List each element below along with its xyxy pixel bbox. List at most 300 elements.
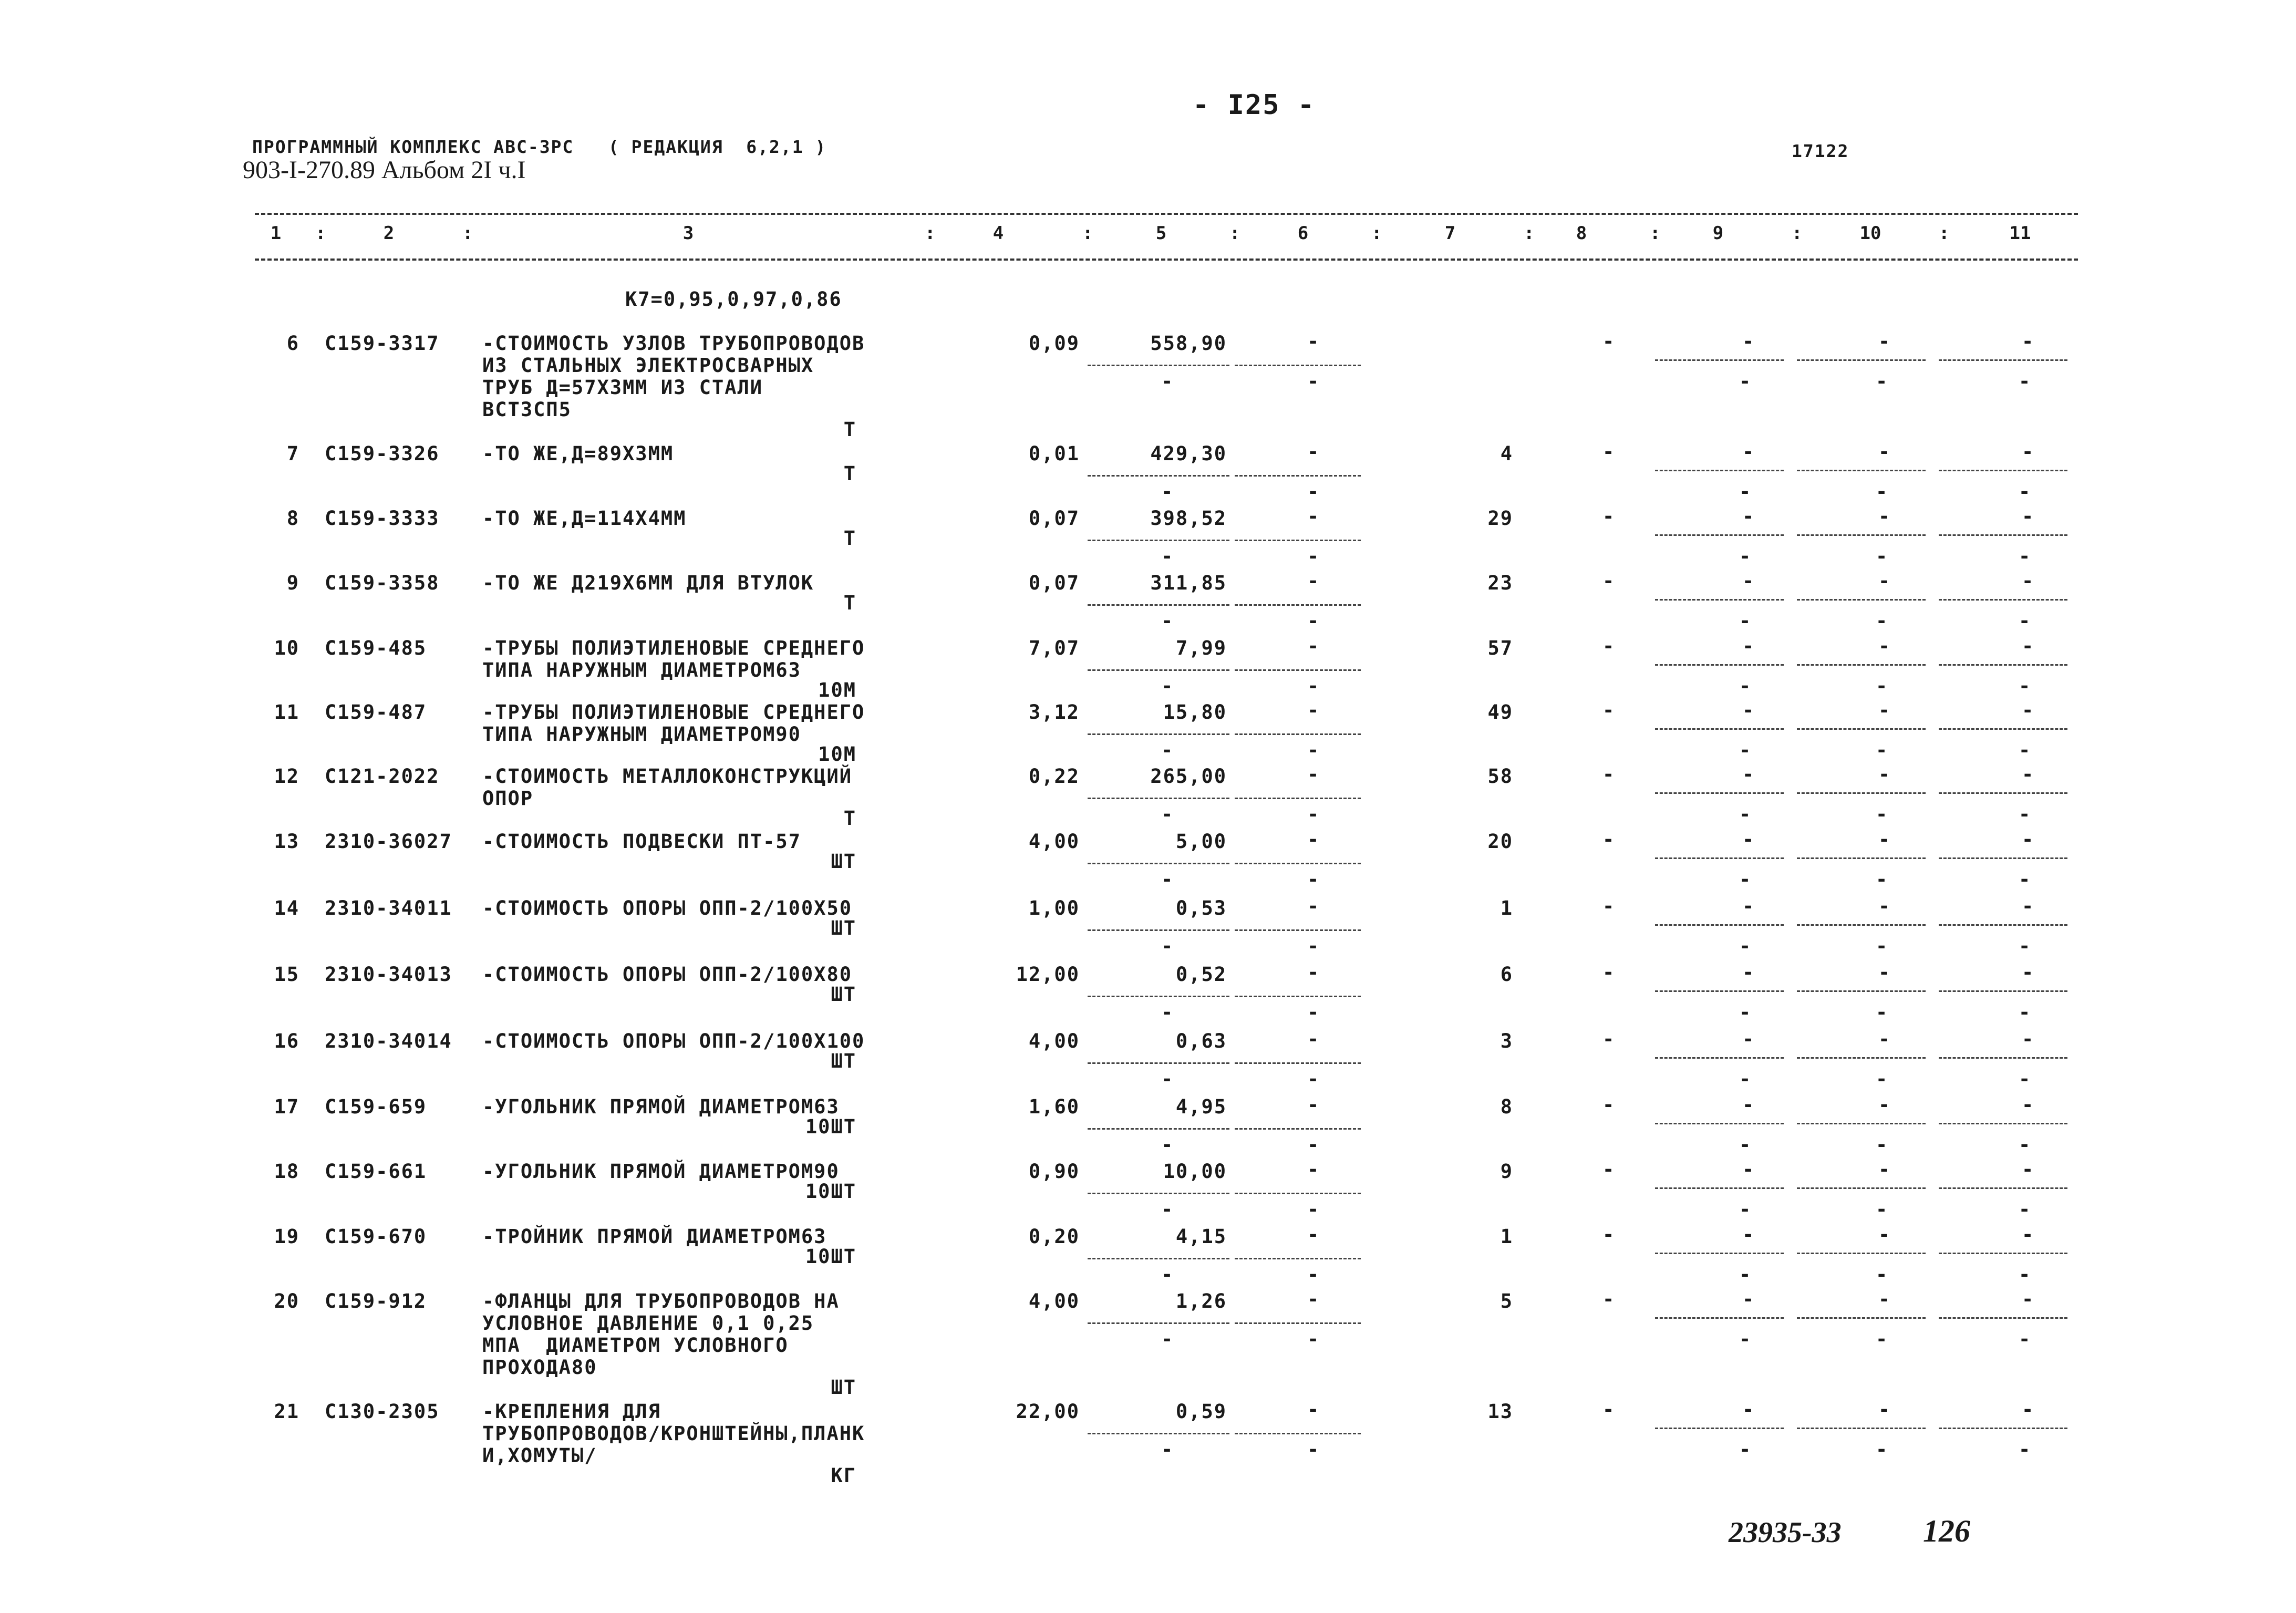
underline [1939, 534, 2067, 536]
row-col7: 8 [1500, 1095, 1513, 1118]
underline [1655, 599, 1784, 601]
dash-mark: - [1602, 570, 1615, 592]
dash-mark: - [1307, 1398, 1319, 1421]
row-description-line: -СТОИМОСТЬ ОПОРЫ ОПП-2/100Х80 [482, 963, 853, 986]
row-unit-price: 15,80 [1163, 701, 1227, 723]
row-unit: ШТ [831, 1376, 856, 1399]
row-unit: Т [843, 462, 856, 485]
underline [1235, 929, 1361, 931]
row-unit: 10ШТ [805, 1180, 856, 1203]
dash-mark: - [1878, 330, 1890, 353]
dash-mark: - [1602, 699, 1615, 721]
underline [1235, 996, 1361, 997]
dash-mark: - [1878, 1223, 1890, 1246]
underline [1655, 1253, 1784, 1254]
underline [1797, 664, 1926, 666]
row-description-line: -УГОЛЬНИК ПРЯМОЙ ДИАМЕТРОМ90 [482, 1160, 840, 1183]
underline [1088, 1433, 1229, 1434]
dash-mark: - [1742, 1093, 1754, 1116]
underline [1088, 669, 1229, 671]
underline [1939, 1253, 2067, 1254]
underline [1939, 1123, 2067, 1124]
dash-mark: - [1307, 868, 1319, 891]
dash-mark: - [2022, 763, 2034, 785]
row-quantity: 0,20 [1028, 1225, 1080, 1248]
dash-mark: - [1739, 739, 1751, 761]
row-col7: 1 [1500, 897, 1513, 919]
column-header-8: 8 [1576, 223, 1587, 244]
dash-mark: - [1878, 635, 1890, 657]
row-quantity: 12,00 [1016, 963, 1080, 986]
row-unit: ШТ [831, 850, 856, 873]
dash-mark: - [1161, 803, 1173, 825]
row-number: 15 [274, 963, 299, 986]
row-number: 13 [274, 830, 299, 853]
underline [1797, 728, 1926, 730]
dash-mark: - [1739, 1328, 1751, 1350]
dash-mark: - [1602, 895, 1615, 917]
row-number: 20 [274, 1290, 299, 1312]
underline [1655, 470, 1784, 471]
column-separator: : [1792, 223, 1803, 244]
underline [1235, 365, 1361, 366]
dash-mark: - [2022, 505, 2034, 528]
doc-code: 903-I-270.89 Альбом 2I ч.I [243, 156, 526, 184]
dash-mark: - [1161, 609, 1173, 632]
dash-mark: - [1161, 1068, 1173, 1090]
row-code: С159-3333 [325, 507, 440, 530]
dash-mark: - [1742, 635, 1754, 657]
dash-mark: - [1307, 739, 1319, 761]
underline [1655, 1187, 1784, 1189]
dash-mark: - [2019, 935, 2031, 957]
dash-mark: - [1307, 1438, 1319, 1461]
column-header-4: 4 [992, 223, 1004, 244]
underline [1655, 924, 1784, 926]
row-description-line: ОПОР [482, 787, 534, 810]
dash-mark: - [1307, 609, 1319, 632]
dash-mark: - [1602, 1223, 1615, 1246]
row-description-line: -СТОИМОСТЬ ОПОРЫ ОПП-2/100Х50 [482, 897, 853, 919]
dash-mark: - [1739, 370, 1751, 392]
row-description-line: ИЗ СТАЛЬНЫХ ЭЛЕКТРОСВАРНЫХ [482, 354, 814, 377]
row-unit-price: 7,99 [1175, 637, 1227, 659]
row-unit: Т [843, 527, 856, 550]
dash-mark: - [1602, 505, 1615, 528]
underline [1088, 996, 1229, 997]
column-separator: : [1229, 223, 1240, 244]
row-col7: 1 [1500, 1225, 1513, 1248]
underline [1939, 792, 2067, 794]
dash-mark: - [1878, 1158, 1890, 1181]
row-description-line: ВСТ3СП5 [482, 398, 572, 421]
dash-mark: - [2019, 480, 2031, 503]
underline [1655, 664, 1784, 666]
dash-mark: - [1878, 1288, 1890, 1310]
underline [1939, 599, 2067, 601]
underline [1088, 540, 1229, 541]
dash-mark: - [1739, 609, 1751, 632]
row-number: 17 [274, 1095, 299, 1118]
underline [1235, 475, 1361, 477]
underline [1797, 359, 1926, 361]
row-quantity: 4,00 [1028, 1290, 1080, 1312]
dash-mark: - [2019, 1133, 2031, 1156]
dash-mark: - [1742, 961, 1754, 984]
dash-mark: - [1739, 803, 1751, 825]
row-quantity: 0,90 [1028, 1160, 1080, 1183]
dash-mark: - [2019, 1438, 2031, 1461]
row-number: 12 [274, 765, 299, 788]
row-col7: 5 [1500, 1290, 1513, 1312]
row-code: С159-3326 [325, 442, 440, 465]
row-description-line: ПРОХОДА80 [482, 1356, 597, 1379]
underline [1797, 924, 1926, 926]
dash-mark: - [1307, 1028, 1319, 1050]
dash-mark: - [2022, 961, 2034, 984]
column-separator: : [1939, 223, 1950, 244]
row-description-line: ТРУБОПРОВОДОВ/КРОНШТЕЙНЫ,ПЛАНК [482, 1422, 865, 1445]
dash-mark: - [1876, 739, 1888, 761]
dash-mark: - [1876, 935, 1888, 957]
dash-mark: - [2019, 545, 2031, 567]
dash-mark: - [2019, 868, 2031, 891]
header-top-rule [255, 213, 2078, 215]
dash-mark: - [1307, 1288, 1319, 1310]
row-unit-price: 4,95 [1175, 1095, 1227, 1118]
dash-mark: - [1742, 763, 1754, 785]
dash-mark: - [2019, 675, 2031, 697]
row-unit: 10М [818, 743, 856, 766]
underline [1088, 604, 1229, 606]
row-quantity: 4,00 [1028, 830, 1080, 853]
underline [1655, 359, 1784, 361]
dash-mark: - [1307, 1068, 1319, 1090]
row-description-line: -СТОИМОСТЬ УЗЛОВ ТРУБОПРОВОДОВ [482, 332, 865, 355]
dash-mark: - [2019, 1001, 2031, 1023]
dash-mark: - [1742, 505, 1754, 528]
dash-mark: - [1602, 1093, 1615, 1116]
dash-mark: - [1876, 1198, 1888, 1221]
dash-mark: - [1742, 699, 1754, 721]
row-unit: ШТ [831, 983, 856, 1006]
row-quantity: 1,60 [1028, 1095, 1080, 1118]
row-unit-price: 311,85 [1150, 572, 1227, 594]
column-header-3: 3 [682, 223, 694, 244]
row-col7: 3 [1500, 1030, 1513, 1052]
underline [1939, 857, 2067, 859]
underline [1655, 1428, 1784, 1429]
dash-mark: - [1878, 961, 1890, 984]
underline [1235, 1193, 1361, 1194]
dash-mark: - [1307, 828, 1319, 851]
row-col7: 58 [1487, 765, 1513, 788]
row-number: 11 [274, 701, 299, 723]
row-quantity: 0,01 [1028, 442, 1080, 465]
dash-mark: - [1742, 1288, 1754, 1310]
column-header-6: 6 [1297, 223, 1309, 244]
dash-mark: - [1602, 330, 1615, 353]
dash-mark: - [1307, 961, 1319, 984]
underline [1235, 733, 1361, 735]
underline [1797, 1123, 1926, 1124]
dash-mark: - [1876, 1328, 1888, 1350]
row-code: 2310-36027 [325, 830, 452, 853]
underline [1655, 792, 1784, 794]
column-separator: : [462, 223, 473, 244]
underline [1939, 728, 2067, 730]
dash-mark: - [1307, 570, 1319, 592]
underline [1655, 1057, 1784, 1059]
dash-mark: - [2019, 1263, 2031, 1286]
underline [1088, 1193, 1229, 1194]
row-description-line: -ТО ЖЕ,Д=114Х4ММ [482, 507, 687, 530]
row-col7: 23 [1487, 572, 1513, 594]
underline [1235, 540, 1361, 541]
underline [1088, 863, 1229, 864]
row-code: С130-2305 [325, 1400, 440, 1423]
dash-mark: - [1878, 828, 1890, 851]
dash-mark: - [1307, 1158, 1319, 1181]
dash-mark: - [2022, 1028, 2034, 1050]
row-unit-price: 265,00 [1150, 765, 1227, 788]
dash-mark: - [1739, 1438, 1751, 1461]
row-unit-price: 398,52 [1150, 507, 1227, 530]
dash-mark: - [2022, 699, 2034, 721]
dash-mark: - [1307, 370, 1319, 392]
underline [1088, 365, 1229, 366]
row-number: 7 [286, 442, 299, 465]
row-description-line: -ТРУБЫ ПОЛИЭТИЛЕНОВЫЕ СРЕДНЕГО [482, 701, 865, 723]
dash-mark: - [1161, 739, 1173, 761]
coefficients-line: К7=0,95,0,97,0,86 [625, 288, 842, 311]
row-quantity: 0,07 [1028, 507, 1080, 530]
dash-mark: - [1307, 480, 1319, 503]
underline [1235, 1433, 1361, 1434]
row-unit: 10ШТ [805, 1245, 856, 1268]
dash-mark: - [1307, 1328, 1319, 1350]
dash-mark: - [1307, 545, 1319, 567]
dash-mark: - [1876, 1263, 1888, 1286]
dash-mark: - [1307, 440, 1319, 463]
column-header-7: 7 [1444, 223, 1456, 244]
dash-mark: - [2022, 828, 2034, 851]
dash-mark: - [1161, 675, 1173, 697]
dash-mark: - [1878, 763, 1890, 785]
row-unit-price: 0,52 [1175, 963, 1227, 986]
dash-mark: - [1307, 803, 1319, 825]
dash-mark: - [2022, 1158, 2034, 1181]
row-code: С159-659 [325, 1095, 427, 1118]
dash-mark: - [1161, 545, 1173, 567]
dash-mark: - [1739, 935, 1751, 957]
dash-mark: - [2019, 1198, 2031, 1221]
dash-mark: - [2022, 1223, 2034, 1246]
underline [1939, 1317, 2067, 1319]
dash-mark: - [1878, 895, 1890, 917]
dash-mark: - [2022, 635, 2034, 657]
dash-mark: - [1307, 699, 1319, 721]
underline [1088, 798, 1229, 799]
dash-mark: - [1739, 1263, 1751, 1286]
dash-mark: - [1742, 828, 1754, 851]
row-unit: 10М [818, 679, 856, 701]
underline [1088, 733, 1229, 735]
row-description-line: ТРУБ Д=57Х3ММ ИЗ СТАЛИ [482, 376, 763, 399]
row-unit-price: 0,63 [1175, 1030, 1227, 1052]
column-header-10: 10 [1859, 223, 1881, 244]
row-description-line: -УГОЛЬНИК ПРЯМОЙ ДИАМЕТРОМ63 [482, 1095, 840, 1118]
column-header-5: 5 [1155, 223, 1167, 244]
dash-mark: - [1742, 1223, 1754, 1246]
row-unit: КГ [831, 1464, 856, 1487]
row-col7: 49 [1487, 701, 1513, 723]
row-unit-price: 4,15 [1175, 1225, 1227, 1248]
dash-mark: - [1742, 1158, 1754, 1181]
row-number: 19 [274, 1225, 299, 1248]
underline [1235, 669, 1361, 671]
row-code: С159-912 [325, 1290, 427, 1312]
row-description-line: -СТОИМОСТЬ МЕТАЛЛОКОНСТРУКЦИЙ [482, 765, 853, 788]
underline [1235, 1258, 1361, 1259]
row-description-line: УСЛОВНОЕ ДАВЛЕНИЕ 0,1 0,25 [482, 1312, 814, 1335]
dash-mark: - [1878, 1028, 1890, 1050]
dash-mark: - [1742, 440, 1754, 463]
underline [1088, 1062, 1229, 1064]
underline [1797, 1317, 1926, 1319]
row-quantity: 1,00 [1028, 897, 1080, 919]
underline [1797, 857, 1926, 859]
column-separator: : [315, 223, 326, 244]
header-bottom-rule [255, 259, 2078, 261]
underline [1797, 534, 1926, 536]
footer-code: 23935-33 [1729, 1516, 1842, 1549]
dash-mark: - [1878, 699, 1890, 721]
underline [1088, 1322, 1229, 1324]
underline [1797, 599, 1926, 601]
row-code: С121-2022 [325, 765, 440, 788]
underline [1655, 1317, 1784, 1319]
row-description-line: МПА ДИАМЕТРОМ УСЛОВНОГО [482, 1334, 789, 1357]
row-description-line: -КРЕПЛЕНИЯ ДЛЯ [482, 1400, 661, 1423]
underline [1939, 664, 2067, 666]
dash-mark: - [1161, 1001, 1173, 1023]
dash-mark: - [1602, 961, 1615, 984]
underline [1088, 929, 1229, 931]
column-header-9: 9 [1712, 223, 1724, 244]
dash-mark: - [2022, 1093, 2034, 1116]
dash-mark: - [2022, 1398, 2034, 1421]
dash-mark: - [2022, 895, 2034, 917]
row-col7: 4 [1500, 442, 1513, 465]
dash-mark: - [1602, 828, 1615, 851]
dash-mark: - [1878, 505, 1890, 528]
dash-mark: - [1876, 675, 1888, 697]
row-code: С159-670 [325, 1225, 427, 1248]
dash-mark: - [1307, 763, 1319, 785]
dash-mark: - [2019, 370, 2031, 392]
row-code: С159-3317 [325, 332, 440, 355]
row-code: 2310-34014 [325, 1030, 452, 1052]
row-description-line: -ТО ЖЕ Д219Х6ММ ДЛЯ ВТУЛОК [482, 572, 814, 594]
dash-mark: - [1742, 895, 1754, 917]
row-col7: 6 [1500, 963, 1513, 986]
underline [1797, 1428, 1926, 1429]
column-separator: : [1650, 223, 1661, 244]
underline [1939, 924, 2067, 926]
row-unit-price: 0,53 [1175, 897, 1227, 919]
dash-mark: - [1602, 1398, 1615, 1421]
dash-mark: - [1739, 868, 1751, 891]
row-unit-price: 0,59 [1175, 1400, 1227, 1423]
underline [1235, 798, 1361, 799]
row-quantity: 0,09 [1028, 332, 1080, 355]
row-unit-price: 558,90 [1150, 332, 1227, 355]
row-quantity: 4,00 [1028, 1030, 1080, 1052]
underline [1088, 1128, 1229, 1130]
dash-mark: - [1602, 763, 1615, 785]
dash-mark: - [1876, 1133, 1888, 1156]
row-description-line: -СТОИМОСТЬ ОПОРЫ ОПП-2/100Х100 [482, 1030, 865, 1052]
row-unit: ШТ [831, 1050, 856, 1072]
dash-mark: - [2019, 1328, 2031, 1350]
page-number: - I25 - [1193, 89, 1316, 121]
dash-mark: - [1307, 1133, 1319, 1156]
dash-mark: - [1739, 675, 1751, 697]
row-col7: 13 [1487, 1400, 1513, 1423]
dash-mark: - [1307, 635, 1319, 657]
dash-mark: - [1876, 1001, 1888, 1023]
dash-mark: - [1739, 1001, 1751, 1023]
row-unit: ШТ [831, 917, 856, 939]
dash-mark: - [1878, 440, 1890, 463]
underline [1088, 1258, 1229, 1259]
underline [1797, 1253, 1926, 1254]
row-code: С159-487 [325, 701, 427, 723]
column-separator: : [1082, 223, 1093, 244]
row-quantity: 22,00 [1016, 1400, 1080, 1423]
underline [1235, 1062, 1361, 1064]
underline [1655, 857, 1784, 859]
row-code: С159-485 [325, 637, 427, 659]
dash-mark: - [1742, 1398, 1754, 1421]
row-number: 10 [274, 637, 299, 659]
sheet-code: 17122 [1792, 141, 1849, 161]
underline [1655, 990, 1784, 992]
dash-mark: - [1876, 609, 1888, 632]
dash-mark: - [1161, 480, 1173, 503]
dash-mark: - [1307, 675, 1319, 697]
row-code: 2310-34011 [325, 897, 452, 919]
dash-mark: - [1876, 545, 1888, 567]
underline [1939, 990, 2067, 992]
column-separator: : [925, 223, 936, 244]
dash-mark: - [1876, 803, 1888, 825]
column-header-11: 11 [2009, 223, 2031, 244]
dash-mark: - [1161, 1438, 1173, 1461]
row-number: 18 [274, 1160, 299, 1183]
program-line: ПРОГРАММНЫЙ КОМПЛЕКС АВС-3РС ( РЕДАКЦИЯ 6,2,1 ) [252, 137, 827, 157]
dash-mark: - [2019, 1068, 2031, 1090]
row-description-line: -СТОИМОСТЬ ПОДВЕСКИ ПТ-57 [482, 830, 801, 853]
row-description-line: ТИПА НАРУЖНЫМ ДИАМЕТРОМ63 [482, 659, 801, 681]
row-description-line: ТИПА НАРУЖНЫМ ДИАМЕТРОМ90 [482, 723, 801, 746]
dash-mark: - [1307, 505, 1319, 528]
dash-mark: - [2019, 803, 2031, 825]
dash-mark: - [1161, 1133, 1173, 1156]
underline [1797, 990, 1926, 992]
dash-mark: - [1739, 1068, 1751, 1090]
